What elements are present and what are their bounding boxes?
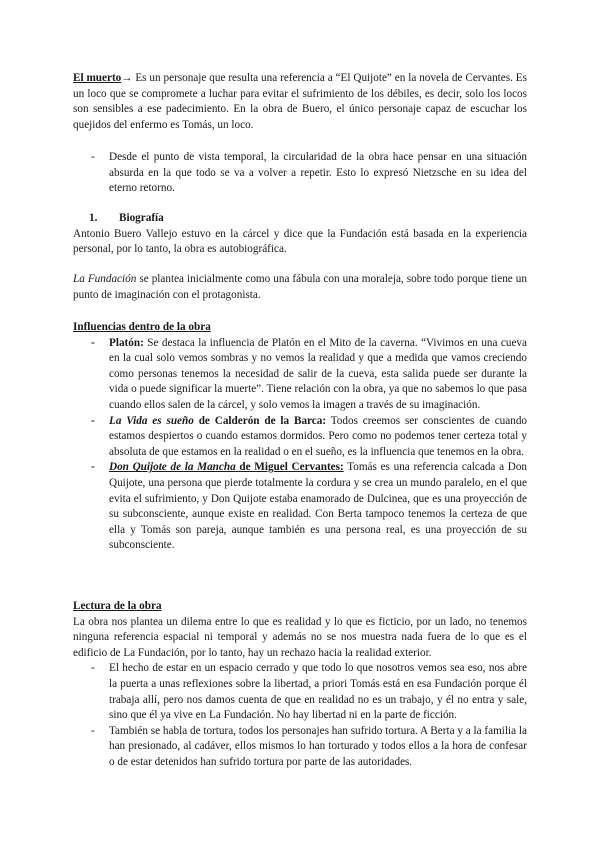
list-item (73, 661, 527, 723)
section-influencias (73, 320, 527, 554)
list-item-text: Todos creemos ser conscientes de cuando estamos despiertos o cuando estamos dormidos. Pero como no podemos tener certeza total y absoluta de que estamos en la realidad o en el sueño, es la influencia que tenemos en la obra. (109, 414, 528, 458)
section-heading: Lectura de la obra (73, 600, 162, 612)
list-item (73, 336, 527, 414)
dash-marker: - (91, 724, 95, 737)
bullet-circularidad (73, 150, 527, 197)
arrow-icon: → (121, 72, 133, 84)
paragraph-text: Es un personaje que resulta una referencia a “El Quijote” en la novela de Cervantes. Es un loco que se compromete a luchar para evitar el sufrimiento de los débiles, es decir, solo los locos son sensibles a ese padecimiento. En la obra de Buero, el único personaje capaz de escuchar los quejidos del enfermo es Tomás, un loco. (73, 72, 527, 131)
paragraph-text: Antonio Buero Vallejo estuvo en la cárcel y dice que la Fundación está basada en la experiencia personal, por lo tanto, la obra es autobiográfica. (73, 227, 527, 256)
item-label: de Miguel Cervantes: (235, 461, 344, 474)
dash-marker: - (91, 151, 95, 163)
section-lectura (73, 599, 527, 771)
list-item (73, 414, 527, 461)
list-item-text: Desde el punto de vista temporal, la circularidad de la obra hace pensar en una situación absurda en la que todo se va a volver a repetir. Esto lo expresó Nietzsche en su idea del eterno retorno. (109, 151, 527, 195)
dash-marker: - (91, 336, 95, 349)
section-heading: Influencias dentro de la obra (73, 321, 211, 333)
section-title: Biografía (119, 212, 164, 224)
section-heading (73, 211, 527, 227)
paragraph-text: se plantea inicialmente como una fábula con una moraleja, sobre todo porque tiene un punto de imaginación con el protagonista. (73, 273, 527, 301)
paragraph-text: La obra nos plantea un dilema entre lo que es realidad y lo que es ficticio, por un lado, no tenemos ninguna referencia espacial ni temporal y además no se nos muestra nada fuera de lo que es el edificio de La Fundación, por lo tanto, hay un rechazo hacia la realidad exterior. (73, 615, 527, 659)
list-item (73, 150, 527, 197)
item-label: Platón: (109, 336, 144, 349)
list-item (73, 460, 527, 554)
item-label-italic: La Vida es sueño (109, 414, 194, 427)
list-item-text: El hecho de estar en un espacio cerrado y que todo lo que nosotros vemos sea eso, nos abre la puerta a unas reflexiones sobre la libertad, a priori Tomás está en esa Fundación porque él trabaja allí, pero nos damos cuenta de que en realidad no es un trabajo, y él no entra y sale, sino que él ya vive en La Fundación. No hay libertad ni en la parte de ficción. (109, 662, 527, 722)
work-title: La Fundación (73, 273, 137, 285)
item-label-italic: Don Quijote de la Mancha (109, 461, 236, 474)
paragraph-fabula (73, 272, 527, 303)
paragraph-el-muerto (73, 71, 527, 133)
dash-marker: - (91, 414, 95, 427)
list-item-text: Se destaca la influencia de Platón en el Mito de la caverna. “Vivimos en una cueva en la cual solo vemos sombras y no vemos la realidad y que a medida que vamos creciendo como personas tenemos la necesidad de salir de la cueva, esta salida puede ser durante la vida o puede significar la muerte”. Tiene relación con la obra, ya que no sabemos lo que pasa cuando ellos salen de la cárcel, y solo vemos la imagen a través de su imaginación. (109, 336, 527, 411)
list-item (73, 724, 527, 771)
dash-marker: - (91, 461, 95, 474)
term-el-muerto: El muerto (73, 72, 122, 84)
list-item-text: También se habla de tortura, todos los personajes han sufrido tortura. A Berta y a la familia la han presionado, al cadáver, ellos mismos lo han torturado y todos ellos a la hora de confesar o de estar detenidos han sufrido tortura por parte de las autoridades. (109, 724, 527, 768)
list-item-text: Tomás es una referencia calcada a Don Quijote, una persona que pierde totalmente la cordura y se crea un mundo paralelo, en el que evita el sufrimiento, y Don Quijote estaba enamorado de Dulcinea, que es una proyección de su subconsciente, aunque existe en realidad. Con Berta tampoco tenemos la certeza de que ella y Tomás son pareja, aunque también es una persona real, es una proyección de su subconsciente. (109, 461, 528, 552)
section-number: 1. (89, 212, 98, 224)
dash-marker: - (91, 662, 95, 675)
item-label: de Calderón de la Barca: (193, 414, 327, 427)
section-biografia (73, 211, 527, 258)
